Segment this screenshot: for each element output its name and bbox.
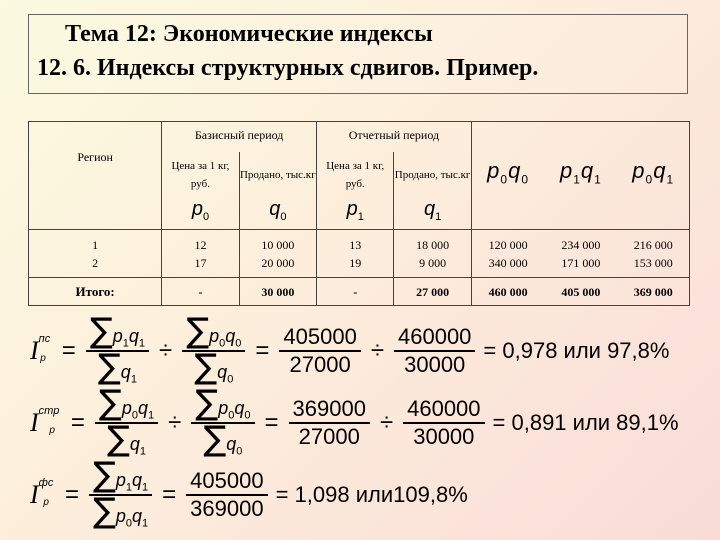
p1q1-cell: 234 000 171 000 [544, 230, 617, 278]
title-box [28, 14, 688, 94]
total-p0q0: 460 000 [471, 278, 544, 306]
total-label: Итого: [29, 278, 162, 306]
col-p0q0-header: $p_0q_0$ [471, 122, 544, 230]
q0-cell: 10 000 20 000 [239, 230, 316, 278]
sold-header-report: Продано, тыс.кг [394, 152, 471, 198]
formula-structure-index: I стр p = $\frac{\sum p_0q_1}{\sum q_1}$ ÷ $\frac{\sum p_0q_0}{\sum q_0}$ = $\frac{369000}{27000}$ ÷ $\frac{460000}{30000}$ = 0,891 или 89,1% [30, 383, 679, 459]
sym-p1: $p_1$ [317, 198, 394, 230]
col-p1q1-header: $p_1q_1$ [544, 122, 617, 230]
p0q0-cell: 120 000 340 000 [471, 230, 544, 278]
total-p1: - [317, 278, 394, 306]
q1-cell: 18 000 9 000 [394, 230, 471, 278]
p0q1-cell: 216 000 153 000 [617, 230, 689, 278]
slide-title: Тема 12: Экономические индексы [65, 21, 433, 47]
formula-fixed-structure-index: I фс p = $\frac{\sum p_1q_1}{\sum p_0q_1}$ = $\frac{405000}{369000}$ = 1,098 или109,8% [30, 455, 468, 531]
sold-header-base: Продано, тыс.кг [239, 152, 316, 198]
base-period-header: Базисный период [162, 122, 317, 152]
slide-subtitle: 12. 6. Индексы структурных сдвигов. Пример. [37, 55, 539, 81]
total-q0: 30 000 [239, 278, 316, 306]
price-header-base: Цена за 1 кг, руб. [162, 152, 239, 198]
p0-cell: 12 17 [162, 230, 239, 278]
region-cell: 1 2 [29, 230, 162, 278]
p1-cell: 13 19 [317, 230, 394, 278]
region-header: Регион [29, 122, 162, 230]
sym-q0: $q_0$ [239, 198, 316, 230]
formula-structural-price-index: I пс p = $\frac{\sum p_1q_1}{\sum q_1}$ ÷ $\frac{\sum p_0q_0}{\sum q_0}$ = $\frac{405000}{27000}$ ÷ $\frac{460000}{30000}$ = 0,978 или 97,8% [30, 311, 670, 387]
col-p0q1-header: $p_0q_1$ [617, 122, 689, 230]
total-p0q1: 369 000 [617, 278, 689, 306]
sym-p0: $p_0$ [162, 198, 239, 230]
index-table [28, 121, 690, 306]
report-period-header: Отчетный период [317, 122, 472, 152]
price-header-report: Цена за 1 кг, руб. [317, 152, 394, 198]
sym-q1: $q_1$ [394, 198, 471, 230]
total-p0: - [162, 278, 239, 306]
total-q1: 27 000 [394, 278, 471, 306]
total-p1q1: 405 000 [544, 278, 617, 306]
